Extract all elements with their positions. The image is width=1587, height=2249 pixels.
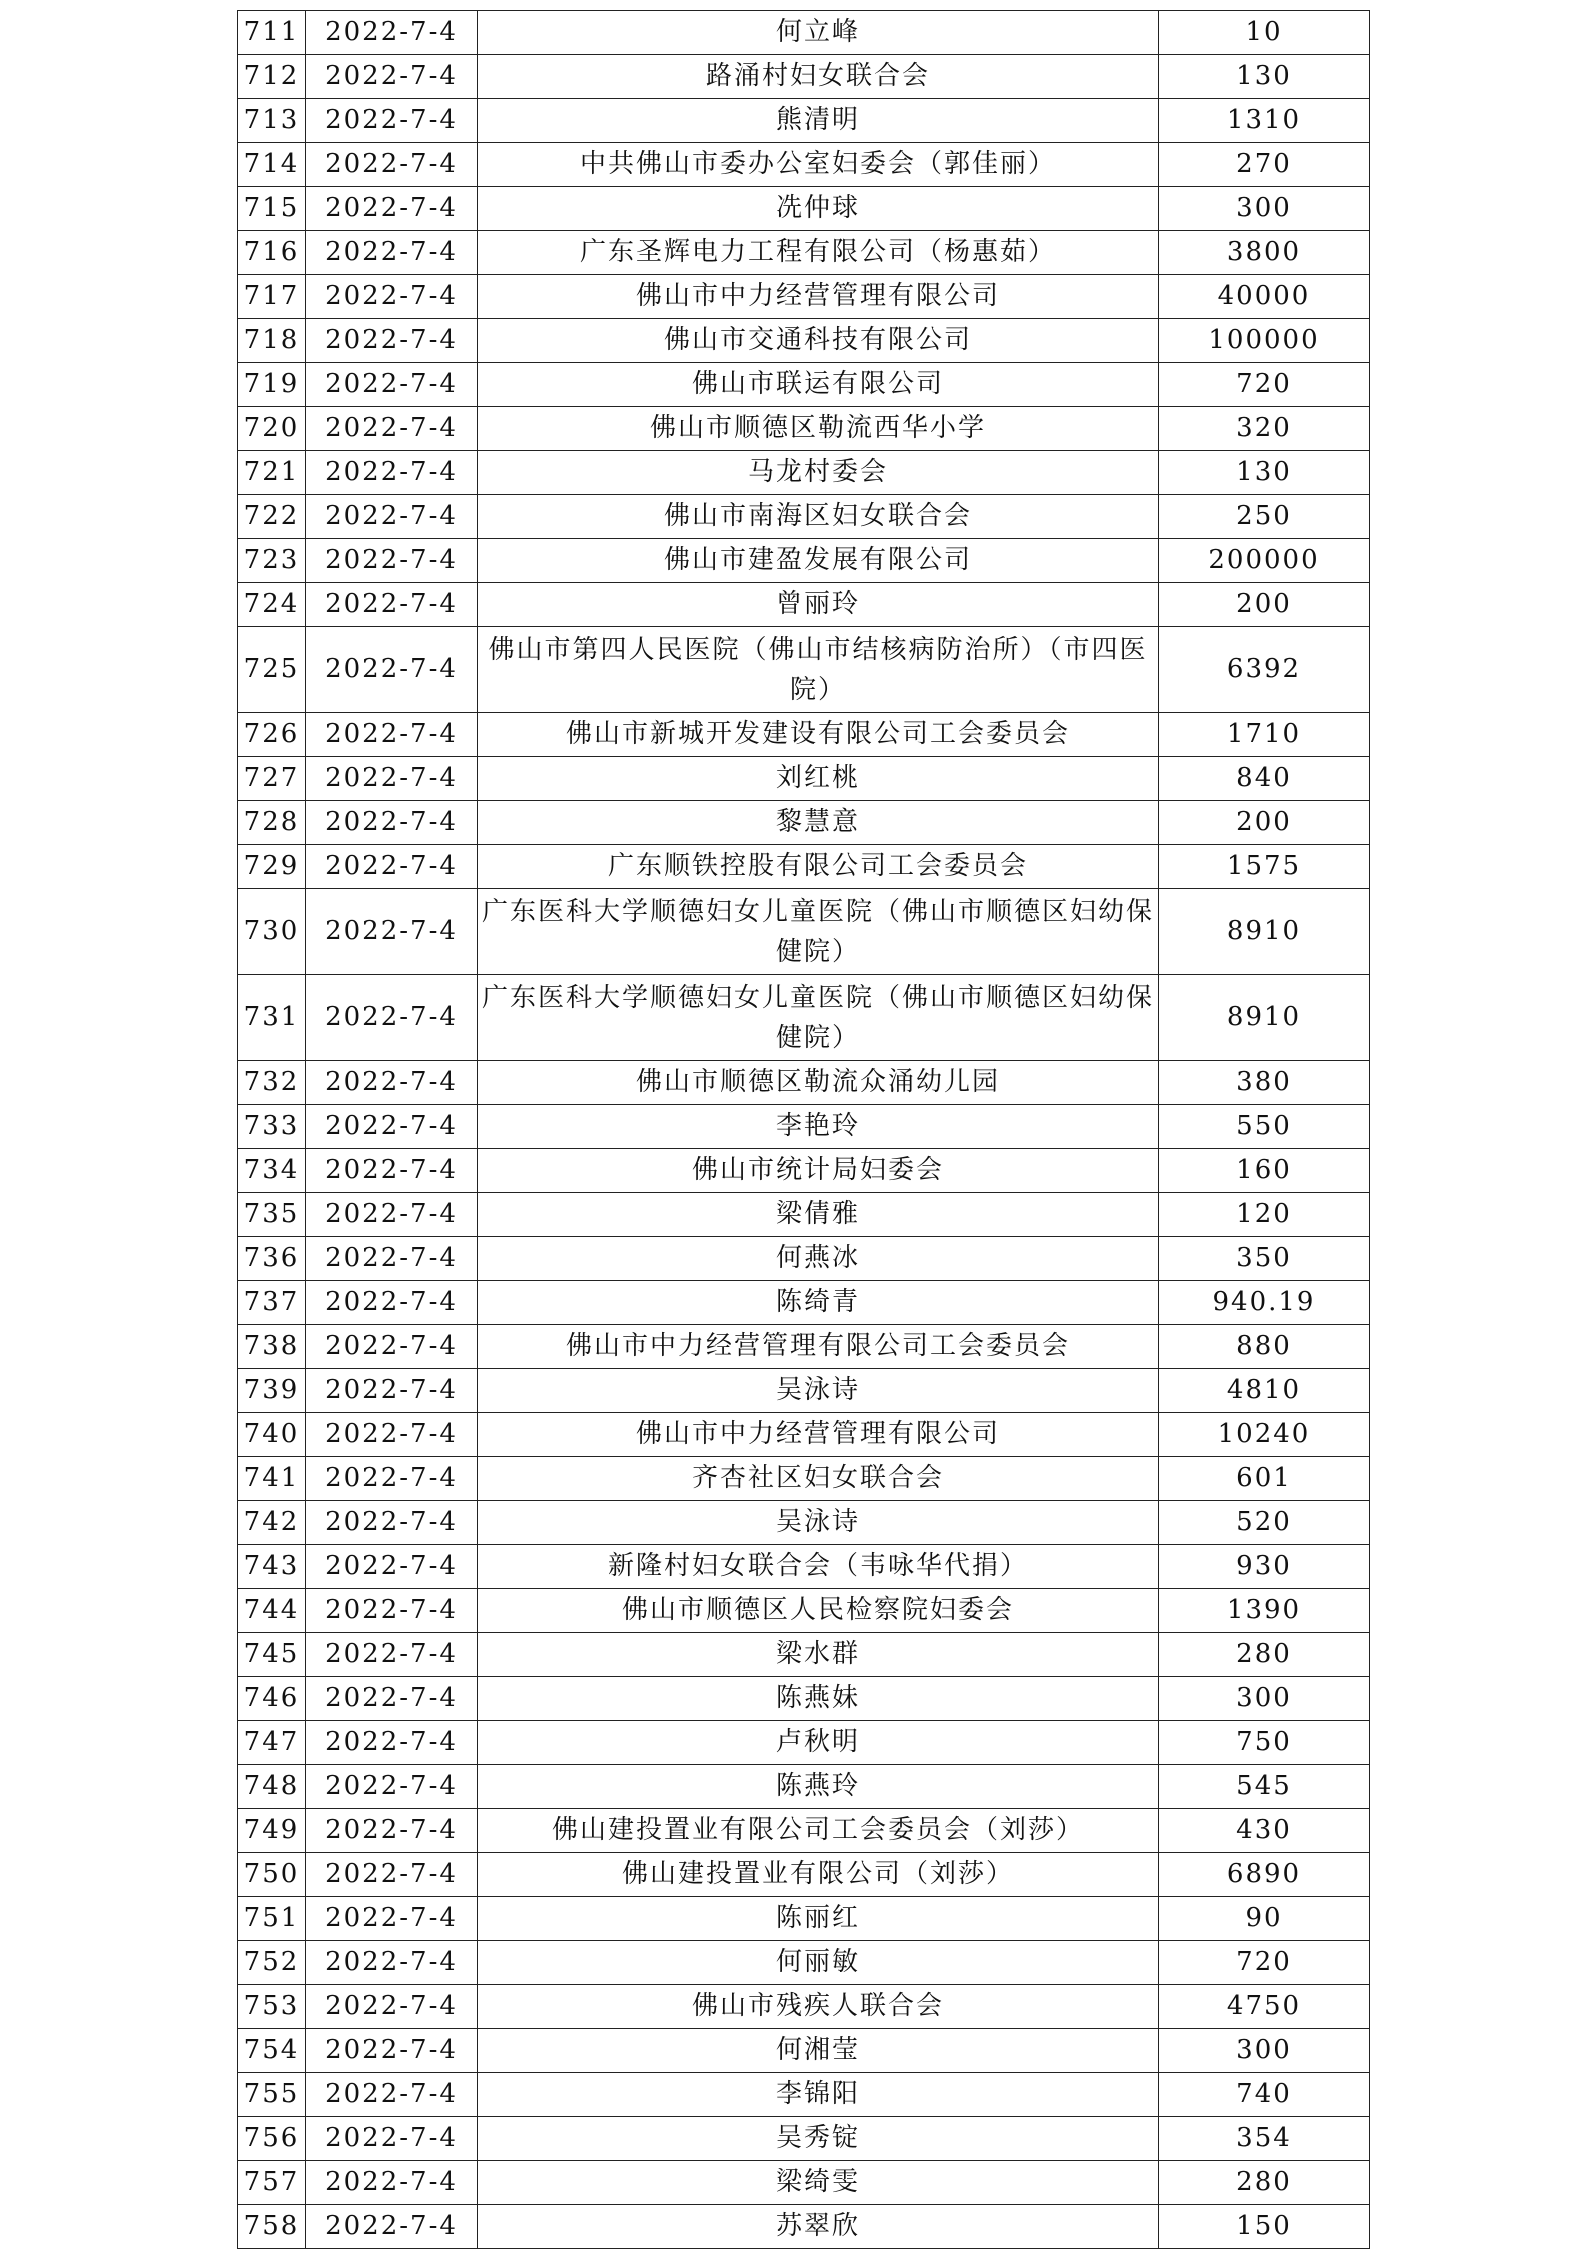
donor-name: 何燕冰 — [478, 1237, 1159, 1281]
donation-table — [237, 10, 1370, 2249]
row-date: 2022-7-4 — [306, 275, 478, 319]
table-row — [238, 143, 1370, 187]
donor-name: 新隆村妇女联合会（韦咏华代捐） — [478, 1545, 1159, 1589]
row-date: 2022-7-4 — [306, 11, 478, 55]
table-row — [238, 275, 1370, 319]
row-date: 2022-7-4 — [306, 495, 478, 539]
table-row — [238, 1105, 1370, 1149]
donor-name: 齐杏社区妇女联合会 — [478, 1457, 1159, 1501]
donor-name: 佛山市残疾人联合会 — [478, 1985, 1159, 2029]
row-date: 2022-7-4 — [306, 1545, 478, 1589]
table-row — [238, 2205, 1370, 2249]
donor-name: 佛山建投置业有限公司工会委员会（刘莎） — [478, 1809, 1159, 1853]
row-date: 2022-7-4 — [306, 1897, 478, 1941]
row-number: 713 — [238, 99, 306, 143]
row-number: 756 — [238, 2117, 306, 2161]
donor-name: 佛山建投置业有限公司（刘莎） — [478, 1853, 1159, 1897]
donation-amount: 130 — [1159, 55, 1370, 99]
table-row — [238, 495, 1370, 539]
row-number: 722 — [238, 495, 306, 539]
row-number: 744 — [238, 1589, 306, 1633]
donor-name: 中共佛山市委办公室妇委会（郭佳丽） — [478, 143, 1159, 187]
donation-amount: 840 — [1159, 757, 1370, 801]
row-date: 2022-7-4 — [306, 1809, 478, 1853]
row-date: 2022-7-4 — [306, 889, 478, 975]
donation-amount: 320 — [1159, 407, 1370, 451]
donor-name: 黎慧意 — [478, 801, 1159, 845]
row-number: 732 — [238, 1061, 306, 1105]
row-number: 712 — [238, 55, 306, 99]
row-number: 716 — [238, 231, 306, 275]
table-row — [238, 99, 1370, 143]
row-number: 740 — [238, 1413, 306, 1457]
donation-amount: 120 — [1159, 1193, 1370, 1237]
table-row — [238, 1369, 1370, 1413]
table-row — [238, 1457, 1370, 1501]
table-row — [238, 1149, 1370, 1193]
row-number: 757 — [238, 2161, 306, 2205]
row-number: 726 — [238, 713, 306, 757]
table-row — [238, 2029, 1370, 2073]
row-date: 2022-7-4 — [306, 407, 478, 451]
row-date: 2022-7-4 — [306, 363, 478, 407]
table-row — [238, 1633, 1370, 1677]
donation-amount: 520 — [1159, 1501, 1370, 1545]
row-date: 2022-7-4 — [306, 1193, 478, 1237]
row-date: 2022-7-4 — [306, 1457, 478, 1501]
row-date: 2022-7-4 — [306, 1061, 478, 1105]
donation-amount: 250 — [1159, 495, 1370, 539]
row-number: 733 — [238, 1105, 306, 1149]
donor-name: 何立峰 — [478, 11, 1159, 55]
row-date: 2022-7-4 — [306, 1677, 478, 1721]
donation-amount: 380 — [1159, 1061, 1370, 1105]
row-number: 724 — [238, 583, 306, 627]
donation-amount: 880 — [1159, 1325, 1370, 1369]
donor-name: 佛山市中力经营管理有限公司 — [478, 1413, 1159, 1457]
donation-amount: 430 — [1159, 1809, 1370, 1853]
table-row — [238, 1501, 1370, 1545]
row-date: 2022-7-4 — [306, 2029, 478, 2073]
donation-amount: 200 — [1159, 583, 1370, 627]
table-row — [238, 451, 1370, 495]
row-number: 748 — [238, 1765, 306, 1809]
row-date: 2022-7-4 — [306, 1413, 478, 1457]
donation-amount: 750 — [1159, 1721, 1370, 1765]
donor-name: 梁倩雅 — [478, 1193, 1159, 1237]
row-date: 2022-7-4 — [306, 55, 478, 99]
row-date: 2022-7-4 — [306, 1589, 478, 1633]
donor-name: 佛山市中力经营管理有限公司工会委员会 — [478, 1325, 1159, 1369]
row-number: 720 — [238, 407, 306, 451]
table-row — [238, 2161, 1370, 2205]
table-row — [238, 11, 1370, 55]
row-date: 2022-7-4 — [306, 451, 478, 495]
row-number: 731 — [238, 975, 306, 1061]
donor-name: 广东圣辉电力工程有限公司（杨惠茹） — [478, 231, 1159, 275]
row-number: 739 — [238, 1369, 306, 1413]
donation-amount: 280 — [1159, 1633, 1370, 1677]
donation-amount: 160 — [1159, 1149, 1370, 1193]
row-date: 2022-7-4 — [306, 143, 478, 187]
donor-name: 佛山市顺德区人民检察院妇委会 — [478, 1589, 1159, 1633]
donor-name: 何丽敏 — [478, 1941, 1159, 1985]
table-row — [238, 1853, 1370, 1897]
table-row — [238, 1061, 1370, 1105]
table-row — [238, 231, 1370, 275]
row-date: 2022-7-4 — [306, 1281, 478, 1325]
donor-name: 曾丽玲 — [478, 583, 1159, 627]
table-row — [238, 757, 1370, 801]
donor-name: 广东医科大学顺德妇女儿童医院（佛山市顺德区妇幼保健院） — [478, 975, 1159, 1061]
donor-name: 广东顺铁控股有限公司工会委员会 — [478, 845, 1159, 889]
donor-name: 佛山市顺德区勒流众涌幼儿园 — [478, 1061, 1159, 1105]
row-date: 2022-7-4 — [306, 1369, 478, 1413]
donor-name: 冼仲球 — [478, 187, 1159, 231]
donor-name: 李锦阳 — [478, 2073, 1159, 2117]
table-row — [238, 1721, 1370, 1765]
row-date: 2022-7-4 — [306, 1501, 478, 1545]
donor-name: 吴泳诗 — [478, 1369, 1159, 1413]
row-date: 2022-7-4 — [306, 1237, 478, 1281]
donation-amount: 354 — [1159, 2117, 1370, 2161]
table-row — [238, 627, 1370, 713]
row-number: 735 — [238, 1193, 306, 1237]
donation-amount: 8910 — [1159, 889, 1370, 975]
table-row — [238, 1193, 1370, 1237]
row-number: 741 — [238, 1457, 306, 1501]
table-row — [238, 1413, 1370, 1457]
donation-amount: 200000 — [1159, 539, 1370, 583]
table-row — [238, 1545, 1370, 1589]
donor-name: 梁绮雯 — [478, 2161, 1159, 2205]
row-number: 719 — [238, 363, 306, 407]
table-row — [238, 713, 1370, 757]
donation-amount: 720 — [1159, 363, 1370, 407]
row-date: 2022-7-4 — [306, 1765, 478, 1809]
row-number: 728 — [238, 801, 306, 845]
table-row — [238, 319, 1370, 363]
row-date: 2022-7-4 — [306, 975, 478, 1061]
donor-name: 吴秀锭 — [478, 2117, 1159, 2161]
donor-name: 佛山市顺德区勒流西华小学 — [478, 407, 1159, 451]
row-date: 2022-7-4 — [306, 1149, 478, 1193]
row-number: 758 — [238, 2205, 306, 2249]
table-row — [238, 1809, 1370, 1853]
row-date: 2022-7-4 — [306, 2161, 478, 2205]
donation-amount: 90 — [1159, 1897, 1370, 1941]
table-row — [238, 2073, 1370, 2117]
row-number: 749 — [238, 1809, 306, 1853]
donation-amount: 1575 — [1159, 845, 1370, 889]
donor-name: 何湘莹 — [478, 2029, 1159, 2073]
table-row — [238, 1237, 1370, 1281]
row-number: 743 — [238, 1545, 306, 1589]
row-number: 746 — [238, 1677, 306, 1721]
donation-amount: 1390 — [1159, 1589, 1370, 1633]
donor-name: 梁水群 — [478, 1633, 1159, 1677]
row-number: 745 — [238, 1633, 306, 1677]
row-number: 747 — [238, 1721, 306, 1765]
donation-amount: 545 — [1159, 1765, 1370, 1809]
donor-name: 刘红桃 — [478, 757, 1159, 801]
table-row — [238, 1589, 1370, 1633]
row-number: 752 — [238, 1941, 306, 1985]
table-row — [238, 975, 1370, 1061]
donor-name: 佛山市南海区妇女联合会 — [478, 495, 1159, 539]
donation-amount: 300 — [1159, 1677, 1370, 1721]
donation-amount: 1710 — [1159, 713, 1370, 757]
row-number: 751 — [238, 1897, 306, 1941]
row-number: 738 — [238, 1325, 306, 1369]
row-date: 2022-7-4 — [306, 757, 478, 801]
table-row — [238, 1985, 1370, 2029]
row-number: 737 — [238, 1281, 306, 1325]
donor-name: 吴泳诗 — [478, 1501, 1159, 1545]
donor-name: 路涌村妇女联合会 — [478, 55, 1159, 99]
row-date: 2022-7-4 — [306, 2117, 478, 2161]
table-row — [238, 1897, 1370, 1941]
row-number: 753 — [238, 1985, 306, 2029]
donation-amount: 10 — [1159, 11, 1370, 55]
row-number: 742 — [238, 1501, 306, 1545]
donation-amount: 10240 — [1159, 1413, 1370, 1457]
donation-amount: 6890 — [1159, 1853, 1370, 1897]
row-number: 736 — [238, 1237, 306, 1281]
donor-name: 佛山市第四人民医院（佛山市结核病防治所）（市四医院） — [478, 627, 1159, 713]
row-number: 750 — [238, 1853, 306, 1897]
donor-name: 广东医科大学顺德妇女儿童医院（佛山市顺德区妇幼保健院） — [478, 889, 1159, 975]
donation-amount: 100000 — [1159, 319, 1370, 363]
row-date: 2022-7-4 — [306, 583, 478, 627]
table-row — [238, 801, 1370, 845]
table-row — [238, 583, 1370, 627]
table-row — [238, 539, 1370, 583]
row-date: 2022-7-4 — [306, 99, 478, 143]
row-number: 727 — [238, 757, 306, 801]
row-number: 755 — [238, 2073, 306, 2117]
donation-amount: 150 — [1159, 2205, 1370, 2249]
donor-name: 卢秋明 — [478, 1721, 1159, 1765]
row-date: 2022-7-4 — [306, 801, 478, 845]
donor-name: 陈丽红 — [478, 1897, 1159, 1941]
donation-amount: 601 — [1159, 1457, 1370, 1501]
donor-name: 佛山市建盈发展有限公司 — [478, 539, 1159, 583]
row-number: 730 — [238, 889, 306, 975]
donation-amount: 350 — [1159, 1237, 1370, 1281]
row-date: 2022-7-4 — [306, 1105, 478, 1149]
donation-amount: 40000 — [1159, 275, 1370, 319]
row-date: 2022-7-4 — [306, 187, 478, 231]
donation-amount: 940.19 — [1159, 1281, 1370, 1325]
table-row — [238, 55, 1370, 99]
row-number: 714 — [238, 143, 306, 187]
row-number: 734 — [238, 1149, 306, 1193]
donation-amount: 280 — [1159, 2161, 1370, 2205]
donor-name: 佛山市统计局妇委会 — [478, 1149, 1159, 1193]
row-date: 2022-7-4 — [306, 845, 478, 889]
donation-table-body — [238, 11, 1370, 2249]
table-row — [238, 845, 1370, 889]
table-row — [238, 407, 1370, 451]
donor-name: 李艳玲 — [478, 1105, 1159, 1149]
row-date: 2022-7-4 — [306, 319, 478, 363]
row-date: 2022-7-4 — [306, 2205, 478, 2249]
donation-amount: 720 — [1159, 1941, 1370, 1985]
row-date: 2022-7-4 — [306, 1721, 478, 1765]
donation-amount: 6392 — [1159, 627, 1370, 713]
row-date: 2022-7-4 — [306, 713, 478, 757]
row-date: 2022-7-4 — [306, 1853, 478, 1897]
row-number: 715 — [238, 187, 306, 231]
donation-amount: 300 — [1159, 2029, 1370, 2073]
row-number: 718 — [238, 319, 306, 363]
table-row — [238, 889, 1370, 975]
donation-amount: 1310 — [1159, 99, 1370, 143]
row-date: 2022-7-4 — [306, 1941, 478, 1985]
table-row — [238, 1941, 1370, 1985]
donor-name: 佛山市新城开发建设有限公司工会委员会 — [478, 713, 1159, 757]
donor-name: 熊清明 — [478, 99, 1159, 143]
row-date: 2022-7-4 — [306, 1985, 478, 2029]
donation-amount: 740 — [1159, 2073, 1370, 2117]
donor-name: 佛山市联运有限公司 — [478, 363, 1159, 407]
donor-name: 陈燕妹 — [478, 1677, 1159, 1721]
table-row — [238, 1765, 1370, 1809]
table-row — [238, 187, 1370, 231]
table-row — [238, 1281, 1370, 1325]
donation-amount: 200 — [1159, 801, 1370, 845]
row-number: 729 — [238, 845, 306, 889]
donation-amount: 550 — [1159, 1105, 1370, 1149]
donor-name: 苏翠欣 — [478, 2205, 1159, 2249]
donor-name: 佛山市中力经营管理有限公司 — [478, 275, 1159, 319]
donation-amount: 930 — [1159, 1545, 1370, 1589]
donation-amount: 4810 — [1159, 1369, 1370, 1413]
row-number: 717 — [238, 275, 306, 319]
table-row — [238, 363, 1370, 407]
row-number: 711 — [238, 11, 306, 55]
row-date: 2022-7-4 — [306, 1633, 478, 1677]
row-number: 723 — [238, 539, 306, 583]
donation-amount: 270 — [1159, 143, 1370, 187]
donor-name: 佛山市交通科技有限公司 — [478, 319, 1159, 363]
row-date: 2022-7-4 — [306, 2073, 478, 2117]
row-date: 2022-7-4 — [306, 539, 478, 583]
donor-name: 马龙村委会 — [478, 451, 1159, 495]
donation-amount: 3800 — [1159, 231, 1370, 275]
donation-amount: 8910 — [1159, 975, 1370, 1061]
row-date: 2022-7-4 — [306, 1325, 478, 1369]
donation-amount: 4750 — [1159, 1985, 1370, 2029]
table-row — [238, 1325, 1370, 1369]
donation-amount: 300 — [1159, 187, 1370, 231]
table-row — [238, 2117, 1370, 2161]
row-number: 721 — [238, 451, 306, 495]
row-number: 754 — [238, 2029, 306, 2073]
donor-name: 陈燕玲 — [478, 1765, 1159, 1809]
donor-name: 陈绮青 — [478, 1281, 1159, 1325]
row-number: 725 — [238, 627, 306, 713]
row-date: 2022-7-4 — [306, 627, 478, 713]
table-row — [238, 1677, 1370, 1721]
donation-amount: 130 — [1159, 451, 1370, 495]
row-date: 2022-7-4 — [306, 231, 478, 275]
